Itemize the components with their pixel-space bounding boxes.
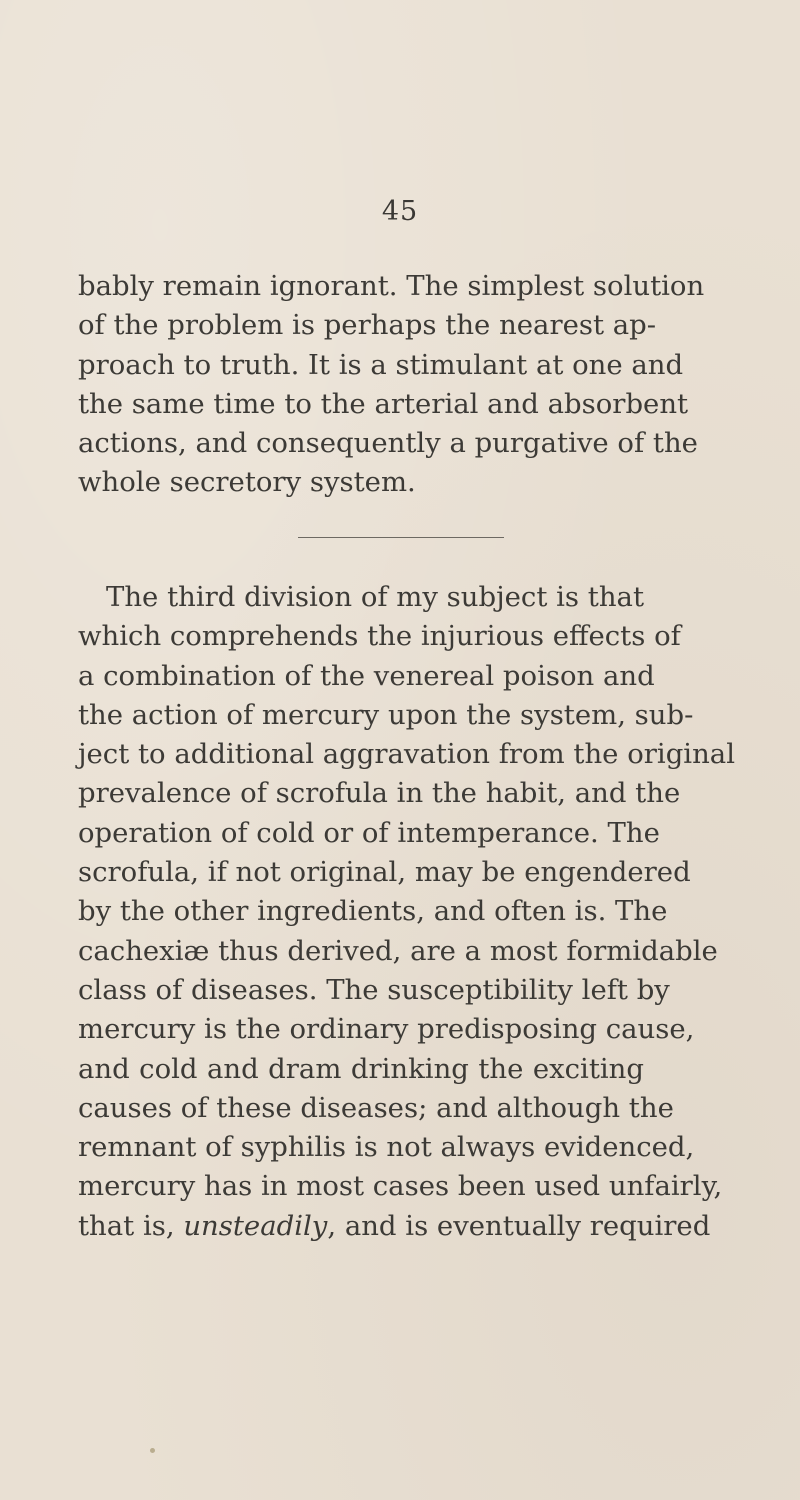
text-line: mercury is the ordinary predisposing cause,: [78, 1013, 695, 1046]
text-line: remnant of syphilis is not always evidenced,: [78, 1131, 695, 1164]
section-divider: [298, 537, 504, 538]
text-line: class of diseases. The susceptibility left by: [78, 973, 670, 1006]
text-line: and cold and dram drinking the exciting: [78, 1052, 644, 1085]
text-line: the same time to the arterial and absorbent: [78, 387, 689, 420]
text-line: the action of mercury upon the system, sub-: [78, 698, 694, 731]
paragraph-2: [78, 578, 735, 1246]
page-number: 45: [381, 196, 419, 227]
text-line: The third division of my subject is that: [106, 581, 644, 613]
text-line: which comprehends the injurious effects of: [78, 620, 681, 653]
paragraph-1: [78, 267, 705, 503]
text-line: of the problem is perhaps the nearest ap-: [78, 309, 657, 342]
text-line: cachexiæ thus derived, are a most formidable: [78, 934, 718, 967]
text-line: whole secretory system.: [78, 466, 416, 499]
text-line: operation of cold or of intemperance. The: [78, 816, 660, 849]
text-line: ject to additional aggravation from the original: [78, 738, 735, 771]
text-line: causes of these diseases; and although the: [78, 1091, 674, 1124]
text-line: mercury has in most cases been used unfairly,: [78, 1170, 723, 1203]
text-line: a combination of the venereal poison and: [78, 659, 655, 692]
text-line: actions, and consequently a purgative of the: [78, 427, 698, 460]
text-line: by the other ingredients, and often is. The: [78, 895, 668, 928]
paper-speck: [150, 1448, 155, 1453]
text-line: proach to truth. It is a stimulant at one and: [78, 348, 684, 381]
text-line: bably remain ignorant. The simplest solution: [78, 270, 705, 302]
text-line: that is, unsteadily, and is eventually required: [78, 1209, 711, 1242]
italic-emphasis: unsteadily: [183, 1209, 328, 1242]
text-line: prevalence of scrofula in the habit, and the: [78, 777, 681, 810]
text-line: scrofula, if not original, may be engendered: [78, 856, 691, 889]
